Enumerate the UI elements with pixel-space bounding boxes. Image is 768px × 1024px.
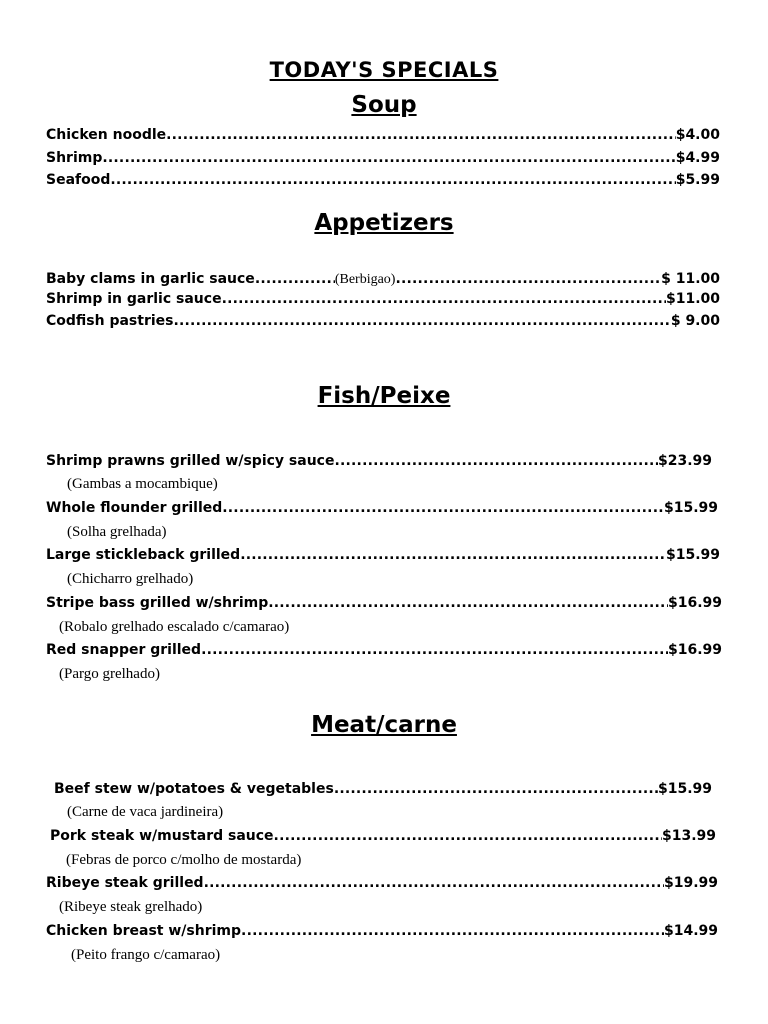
menu-item bbox=[46, 290, 720, 308]
section-heading-meat: Meat/carne bbox=[311, 712, 457, 738]
item-note: (Berbigao) bbox=[334, 272, 396, 287]
section-heading-appetizers: Appetizers bbox=[314, 210, 454, 236]
item-subtitle: (Pargo grelhado) bbox=[59, 666, 160, 682]
item-price: $15.99 bbox=[657, 781, 712, 797]
item-name: Shrimp prawns grilled w/spicy sauce bbox=[46, 453, 335, 469]
item-name: Ribeye steak grilled bbox=[46, 875, 204, 891]
menu-item bbox=[46, 874, 718, 892]
menu-item bbox=[46, 452, 712, 470]
item-name: Large stickleback grilled bbox=[46, 547, 241, 563]
dot-leader bbox=[222, 499, 664, 517]
item-name: Pork steak w/mustard sauce bbox=[50, 828, 274, 844]
menu-item bbox=[46, 594, 722, 612]
item-name: Chicken noodle bbox=[46, 127, 167, 143]
menu-item bbox=[46, 171, 720, 189]
menu-item bbox=[46, 922, 718, 940]
item-subtitle: (Chicharro grelhado) bbox=[67, 571, 194, 587]
dot-leader bbox=[102, 149, 675, 167]
item-name: Red snapper grilled bbox=[46, 642, 202, 658]
item-price: $4.99 bbox=[675, 150, 720, 166]
item-name: Whole flounder grilled bbox=[46, 500, 223, 516]
item-price: $16.99 bbox=[667, 642, 722, 658]
item-name: Beef stew w/potatoes & vegetables bbox=[54, 781, 334, 797]
dot-leader bbox=[334, 780, 658, 798]
dot-leader bbox=[334, 452, 657, 470]
item-price: $13.99 bbox=[661, 828, 716, 844]
item-name: Shrimp bbox=[46, 150, 103, 166]
item-subtitle: (Robalo grelhado escalado c/camarao) bbox=[59, 619, 290, 635]
item-subtitle: (Peito frango c/camarao) bbox=[71, 947, 221, 963]
dot-leader bbox=[241, 922, 664, 940]
section-heading-fish: Fish/Peixe bbox=[317, 383, 451, 409]
item-price: $11.00 bbox=[665, 291, 720, 307]
item-price: $15.99 bbox=[665, 547, 720, 563]
item-price: $14.99 bbox=[663, 923, 718, 939]
item-price: $15.99 bbox=[663, 500, 718, 516]
menu-title: TODAY'S SPECIALS bbox=[269, 58, 499, 82]
dot-leader bbox=[395, 270, 661, 288]
menu-item bbox=[46, 270, 720, 288]
item-price: $19.99 bbox=[663, 875, 718, 891]
menu-item bbox=[46, 126, 720, 144]
item-name: Seafood bbox=[46, 172, 111, 188]
item-subtitle: (Gambas a mocambique) bbox=[67, 476, 218, 492]
dot-leader bbox=[174, 312, 671, 330]
item-name: Codfish pastries bbox=[46, 313, 174, 329]
menu-item bbox=[46, 499, 718, 517]
dot-leader bbox=[268, 594, 668, 612]
dot-leader bbox=[222, 290, 666, 308]
section-heading-soup: Soup bbox=[351, 92, 417, 118]
dot-leader bbox=[201, 641, 668, 659]
item-price: $4.00 bbox=[675, 127, 720, 143]
dot-leader bbox=[110, 171, 675, 189]
item-name: Baby clams in garlic sauce bbox=[46, 271, 255, 287]
dot-leader bbox=[255, 270, 335, 288]
item-price: $ 9.00 bbox=[670, 313, 720, 329]
menu-item bbox=[46, 546, 720, 564]
item-price: $ 11.00 bbox=[661, 271, 720, 287]
menu-item bbox=[50, 827, 716, 845]
item-subtitle: (Carne de vaca jardineira) bbox=[67, 804, 224, 820]
item-subtitle: (Febras de porco c/molho de mostarda) bbox=[66, 852, 302, 868]
item-price: $16.99 bbox=[667, 595, 722, 611]
item-price: $5.99 bbox=[675, 172, 720, 188]
item-name: Chicken breast w/shrimp bbox=[46, 923, 242, 939]
item-name: Shrimp in garlic sauce bbox=[46, 291, 222, 307]
menu-item bbox=[46, 641, 722, 659]
item-subtitle: (Solha grelhada) bbox=[67, 524, 167, 540]
dot-leader bbox=[204, 874, 664, 892]
item-subtitle: (Ribeye steak grelhado) bbox=[59, 899, 203, 915]
dot-leader bbox=[166, 126, 676, 144]
menu-item bbox=[46, 312, 720, 330]
menu-item bbox=[54, 780, 712, 798]
item-price: $23.99 bbox=[657, 453, 712, 469]
menu-item bbox=[46, 149, 720, 167]
item-name: Stripe bass grilled w/shrimp bbox=[46, 595, 269, 611]
dot-leader bbox=[240, 546, 666, 564]
dot-leader bbox=[274, 827, 662, 845]
